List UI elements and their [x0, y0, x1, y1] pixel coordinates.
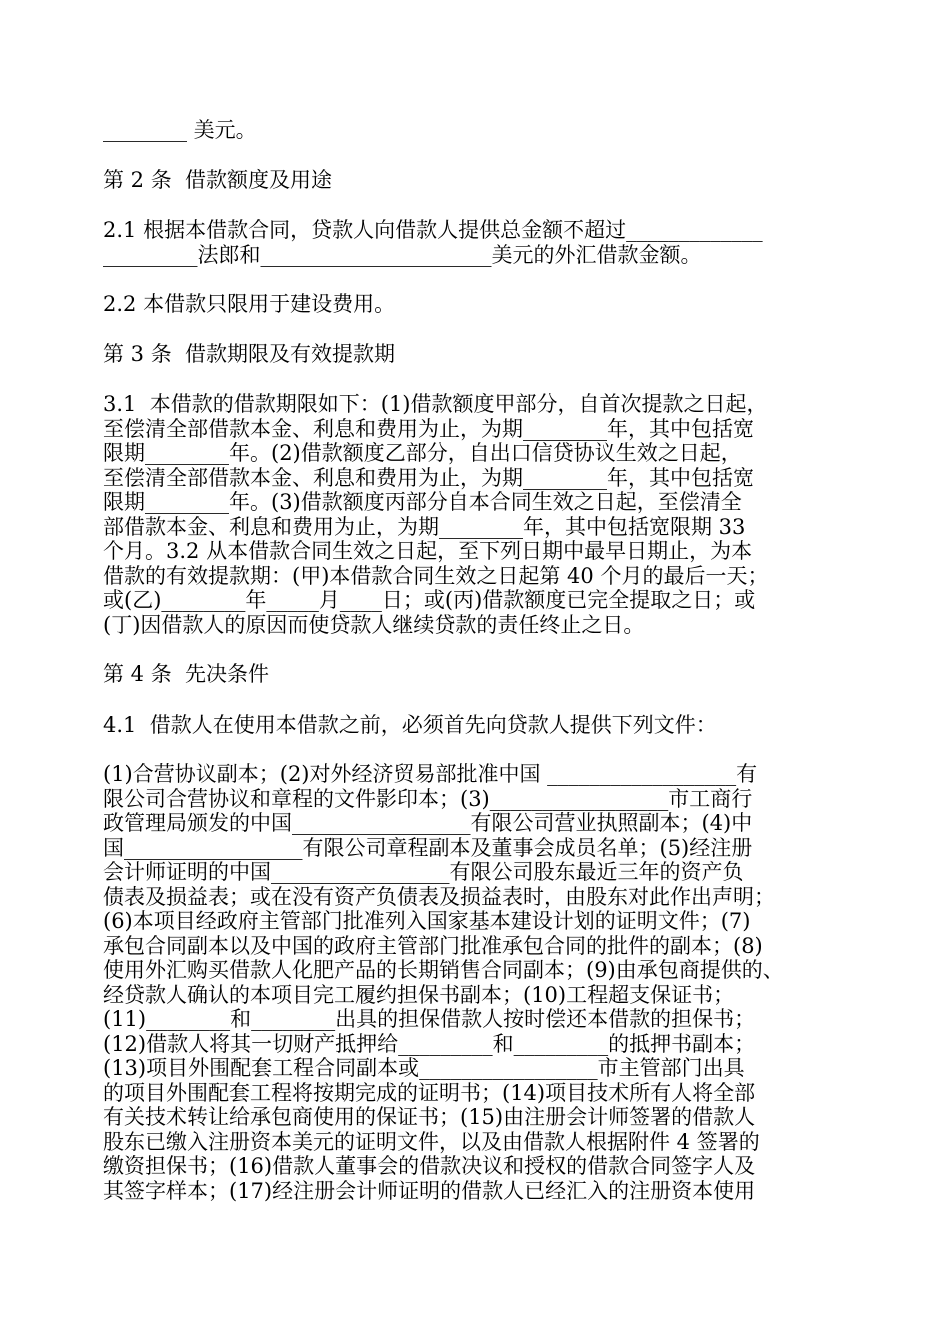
clause-2-1: 2.1 根据本借款合同，贷款人向借款人提供总金额不超过_____________ _________法郎和______________________美元的外汇借款金额。 [103, 218, 763, 267]
article-3-heading: 第 3 条 借款期限及有效提款期 [103, 341, 396, 366]
clause-3-1: 3.1 本借款的借款期限如下：(1)借款额度甲部分，自首次提款之日起， 至偿清全部借款本金、利息和费用为止，为期________年，其中包括宽 限期________年。(2)借款额度乙部分，自出口信贷协议生效之日起， 至偿清全部借款本金、利息和费用为止，为期________年，其中包括宽 限期________年。(3)借款额度丙部分自本合同生效之日起，至偿清全 部借款本金、利息和费用为止，为期________年，其中包括宽限期 33 个月。3.2 从本借款合同生效之日起，至下列日期中最早日期止，为本 借款的有效提款期：(甲)本借款合同生效之日起第 40 个月的最后一天； 或(乙)________年_____月____日；或(丙)借款额度已完全提取之日；或 (丁)因借款人的原因而使贷款人继续贷款的责任终止之日。 [103, 392, 769, 637]
clause-4-1: 4.1 借款人在使用本借款之前，必须首先向贷款人提供下列文件： [103, 712, 717, 737]
document-page [103, 118, 855, 1228]
article-2-heading: 第 2 条 借款额度及用途 [103, 167, 333, 192]
required-documents-list: (1)合营协议副本；(2)对外经济贸易部批准中国 __________________有 限公司合营协议和章程的文件影印本；(3)_________________市工商行 政管理局颁发的中国_________________有限公司营业执照副本；(4)中 国_________________有限公司章程副本及董事会成员名单；(5)经注册 会计师证明的中国_________________有限公司股东最近三年的资产负 债表及损益表；或在没有资产负债表及损益表时，由股东对此作出声明； (6)本项目经政府主管部门批准列入国家基本建设计划的证明文件；(7) 承包合同副本以及中国的政府主管部门批准承包合同的批件的副本；(8) 使用外汇购买借款人化肥产品的长期销售合同副本；(9)由承包商提供的、 经贷款人确认的本项目完工履约担保书副本；(10)工程超支保证书； (11)________和________出具的担保借款人按时偿还本借款的担保书； (12)借款人将其一切财产抵押给_________和_________的抵押书副本； (13)项目外围配套工程合同副本或_________________市主管部门出具 的项目外围配套工程将按期完成的证明书；(14)项目技术所有人将全部 有关技术转让给承包商使用的保证书；(15)由注册会计师签署的借款人 股东已缴入注册资本美元的证明文件，以及由借款人根据附件 4 签署的 缴资担保书；(16)借款人董事会的借款决议和授权的借款合同签字人及 其签字样本；(17)经注册会计师证明的借款人已经汇入的注册资本使用 [103, 762, 784, 1203]
amount-usd-line: ________ 美元。 [103, 118, 257, 142]
clause-2-2: 2.2 本借款只限用于建设费用。 [103, 292, 396, 316]
article-4-heading: 第 4 条 先决条件 [103, 662, 270, 686]
